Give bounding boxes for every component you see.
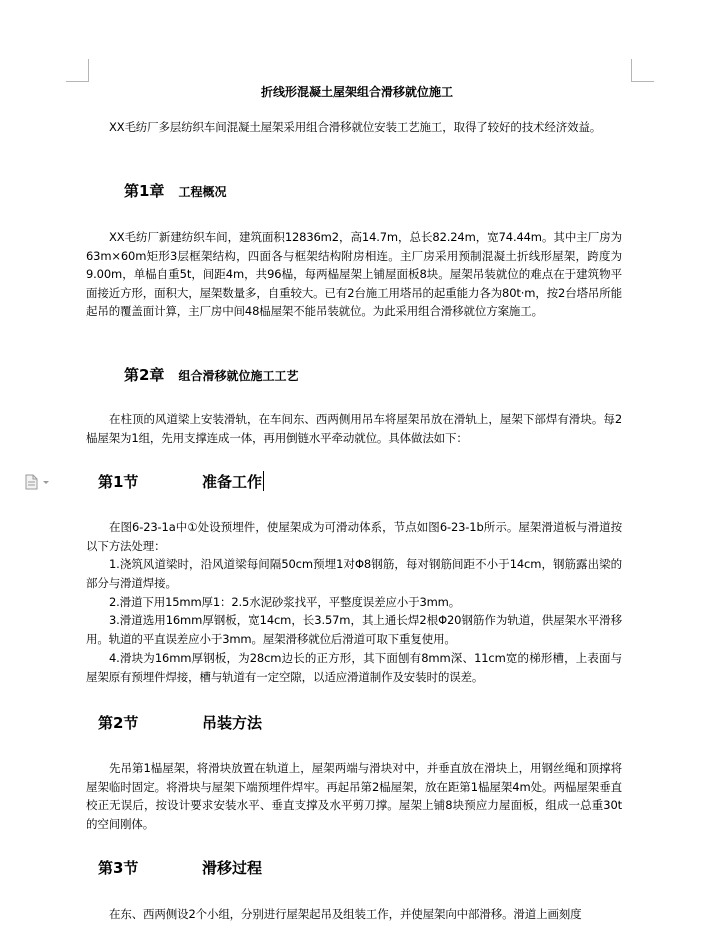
- text-cursor: [263, 471, 264, 491]
- section-2-number: 第2节: [98, 714, 139, 732]
- chapter-2-number: 第2章: [124, 366, 165, 384]
- section-3-heading[interactable]: [98, 857, 262, 878]
- section-3-number: 第3节: [98, 859, 139, 877]
- section-1-item-4[interactable]: 4.滑块为16mm厚钢板，为28cm边长的正方形，其下面刨有8mm深、11cm宽的梯形槽，上表面与屋架原有预埋件焊接，槽与轨道有一定空隙，以适应滑道制作及安装时的误差。: [86, 651, 622, 684]
- section-3-paragraph[interactable]: 在东、西两侧设2个小组，分别进行屋架起吊及组装工作，并使屋架向中部滑移。滑道上画刻度: [109, 907, 582, 921]
- chapter-2-paragraph[interactable]: 在柱顶的风道梁上安装滑轨，在车间东、西两侧用吊车将屋架吊放在滑轨上，屋架下部焊有滑块。每2榀屋架为1组，先用支撑连成一体，再用倒链水平牵动就位。具体做法如下：: [86, 412, 622, 445]
- chapter-1-paragraph[interactable]: XX毛纺厂新建纺织车间，建筑面积12836m2，高14.7m，总长82.24m，宽74.44m。其中主厂房为63m×60m矩形3层框架结构，四面各与框架结构附房相连。主厂房采用预制混凝土折线形屋架，跨度为9.00m，单榀自重5t，间距4m，共96榀，每两榀屋架上铺屋面板8块。屋架吊装就位的难点在于建筑物平面接近方形，面积大，屋架数量多，自重较大。已有2台施工用塔吊的起重能力各为80t·m，按2台塔吊所能起吊的覆盖面计算，主厂房中间48榀屋架不能吊装就位。为此采用组合滑移就位方案施工。: [86, 230, 622, 318]
- margin-corner-top-left: [66, 59, 89, 82]
- section-1-paragraph[interactable]: 在图6-23-1a中①处设预埋件，使屋架成为可滑动体系，节点如图6-23-1b所示。屋架滑道板与滑道按以下方法处理：: [86, 520, 622, 553]
- chapter-2-title: 组合滑移就位施工工艺: [178, 369, 299, 383]
- section-1-number: 第1节: [98, 473, 139, 491]
- chapter-1-heading[interactable]: [124, 180, 226, 201]
- section-1-item-3[interactable]: 3.滑道选用16mm厚钢板，宽14cm，长3.57m，其上通长焊2根Φ20钢筋作为轨道，供屋架水平滑移用。轨道的平直误差应小于3mm。屋架滑移就位后滑道可取下重复使用。: [86, 613, 622, 646]
- section-1-heading[interactable]: [98, 471, 264, 492]
- margin-corner-top-right: [631, 59, 654, 82]
- chapter-1-title: 工程概况: [178, 185, 227, 199]
- chapter-1-number: 第1章: [124, 182, 165, 200]
- section-3-title: 滑移过程: [202, 859, 263, 877]
- document-title[interactable]: 折线形混凝土屋架组合滑移就位施工: [260, 85, 453, 99]
- document-icon[interactable]: [24, 474, 54, 490]
- section-2-paragraph[interactable]: 先吊第1榀屋架，将滑块放置在轨道上，屋架两端与滑块对中，并垂直放在滑块上，用钢丝绳和顶撑将屋架临时固定。将滑块与屋架下端预埋件焊牢。再起吊第2榀屋架，放在距第1榀屋架4m处。两榀屋架垂直校正无误后，按设计要求安装水平、垂直支撑及水平剪刀撑。屋架上铺8块预应力屋面板，组成一总重30t的空间刚体。: [86, 761, 622, 831]
- chapter-2-heading[interactable]: [124, 364, 298, 385]
- intro-paragraph[interactable]: XX毛纺厂多层纺织车间混凝土屋架采用组合滑移就位安装工艺施工，取得了较好的技术经济效益。: [109, 120, 602, 134]
- section-2-heading[interactable]: [98, 712, 262, 733]
- section-1-item-1[interactable]: 1.浇筑风道梁时，沿风道梁每间隔50cm预埋1对Φ8钢筋，每对钢筋间距不小于14cm，钢筋露出梁的部分与滑道焊接。: [86, 557, 622, 590]
- section-2-title: 吊装方法: [202, 714, 263, 732]
- section-1-title: 准备工作: [202, 473, 263, 491]
- section-1-item-2[interactable]: 2.滑道下用15mm厚1：2.5水泥砂浆找平，平整度误差应小于3mm。: [109, 595, 461, 609]
